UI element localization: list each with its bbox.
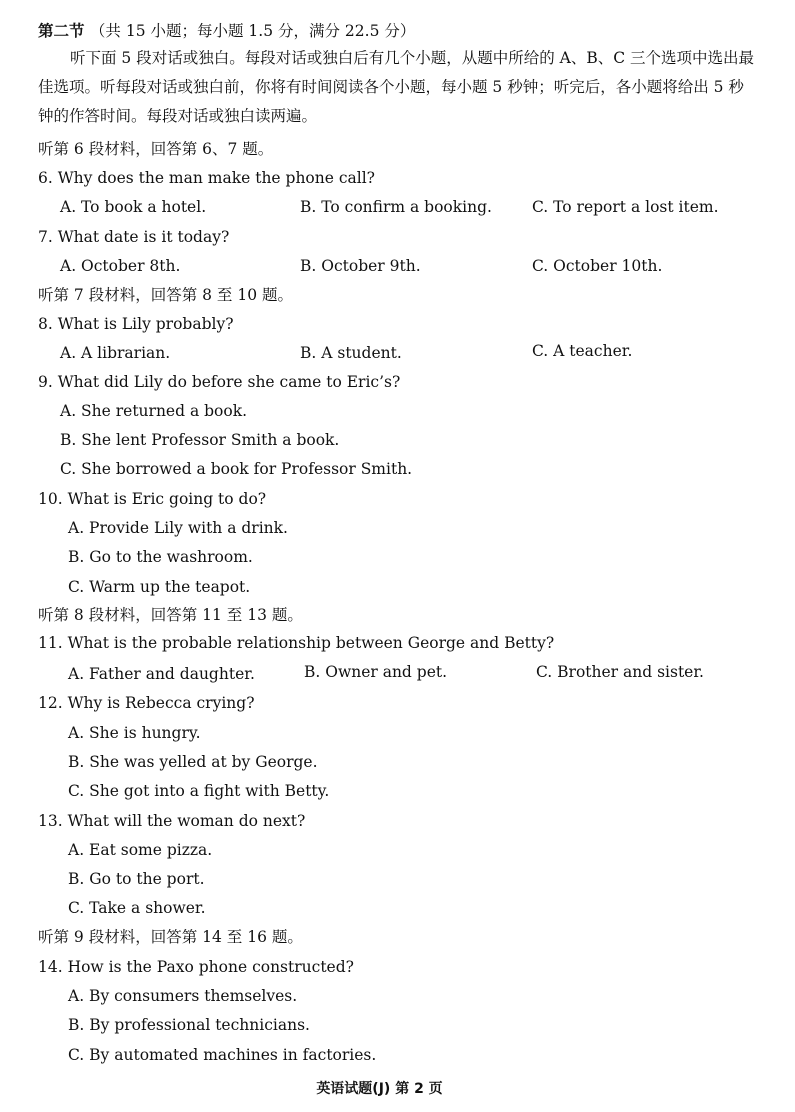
question-12: 12. Why is Rebecca crying? — [38, 694, 255, 712]
section-title: 第二节 — [38, 22, 85, 40]
option-11b: B. Owner and pet. — [304, 663, 448, 681]
group-intro: 听第 8 段材料，回答第 11 至 13 题。 — [38, 606, 303, 624]
option-7b: B. October 9th. — [300, 257, 421, 275]
option-11a: A. Father and daughter. — [68, 665, 255, 683]
instructions: 听下面 5 段对话或独白。每段对话或独白后有几个小题，从题中所给的 A、B、C 三个选项中选出最佳选项。听每段对话或独白前，你将有时间阅读各个小题，每小题 5 秒钟；听完后，各小题将给出 5 秒钟的作答时间。每段对话或独白读两遍。 — [38, 49, 755, 125]
option-13b: B. Go to the port. — [68, 870, 205, 888]
group-intro: 听第 6 段材料，回答第 6、7 题。 — [38, 140, 274, 158]
question-13: 13. What will the woman do next? — [38, 812, 306, 830]
option-9b: B. She lent Professor Smith a book. — [60, 431, 340, 449]
option-8c: C. A teacher. — [532, 342, 633, 360]
group-intro: 听第 9 段材料，回答第 14 至 16 题。 — [38, 928, 303, 946]
option-13a: A. Eat some pizza. — [68, 841, 213, 859]
question-11: 11. What is the probable relationship between George and Betty? — [38, 634, 555, 652]
option-7a: A. October 8th. — [60, 257, 181, 275]
question-6: 6. Why does the man make the phone call? — [38, 169, 375, 187]
option-9c: C. She borrowed a book for Professor Smith. — [60, 460, 413, 478]
option-14b: B. By professional technicians. — [68, 1016, 310, 1034]
option-10c: C. Warm up the teapot. — [68, 578, 251, 596]
option-8a: A. A librarian. — [60, 344, 171, 362]
option-7c: C. October 10th. — [532, 257, 663, 275]
question-10: 10. What is Eric going to do? — [38, 490, 267, 508]
question-9: 9. What did Lily do before she came to Eric’s? — [38, 373, 401, 391]
section-note: （共 15 小题；每小题 1.5 分，满分 22.5 分） — [89, 22, 416, 40]
option-12b: B. She was yelled at by George. — [68, 753, 318, 771]
option-12c: C. She got into a fight with Betty. — [68, 782, 330, 800]
question-7: 7. What date is it today? — [38, 228, 230, 246]
option-6c: C. To report a lost item. — [532, 198, 719, 216]
option-14a: A. By consumers themselves. — [68, 987, 298, 1005]
option-10a: A. Provide Lily with a drink. — [68, 519, 288, 537]
option-6b: B. To confirm a booking. — [300, 198, 492, 216]
footer-label: 英语试题(J) 第 2 页 — [316, 1081, 443, 1097]
question-14: 14. How is the Paxo phone constructed? — [38, 958, 354, 976]
option-9a: A. She returned a book. — [60, 402, 248, 420]
option-6a: A. To book a hotel. — [60, 198, 207, 216]
option-12a: A. She is hungry. — [68, 724, 201, 742]
page-footer — [0, 1078, 795, 1098]
question-8: 8. What is Lily probably? — [38, 315, 234, 333]
option-11c: C. Brother and sister. — [536, 663, 704, 681]
option-8b: B. A student. — [300, 344, 402, 362]
group-intro: 听第 7 段材料，回答第 8 至 10 题。 — [38, 286, 294, 304]
option-10b: B. Go to the washroom. — [68, 548, 253, 566]
option-14c: C. By automated machines in factories. — [68, 1046, 377, 1064]
section-heading — [38, 20, 415, 42]
option-13c: C. Take a shower. — [68, 899, 206, 917]
